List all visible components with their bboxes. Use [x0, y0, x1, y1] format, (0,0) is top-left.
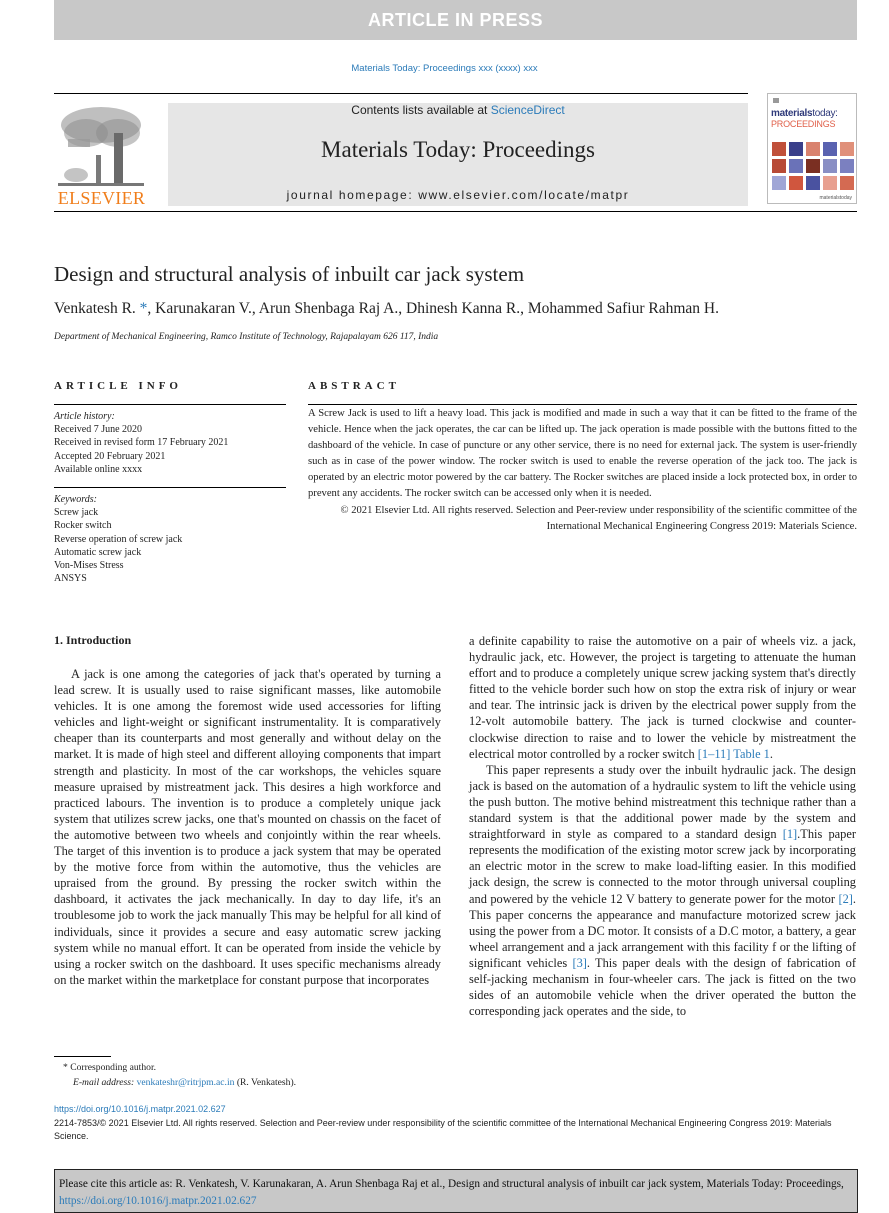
reference-link[interactable]: [1–11] Table 1 [697, 746, 770, 761]
journal-masthead [168, 103, 748, 206]
history-online: Available online xxxx [54, 463, 143, 475]
author-email-link[interactable]: venkateshr@ritrjpm.ac.in [136, 1077, 235, 1088]
intro-paragraph: a definite capability to raise the automotive on a pair of wheels viz. a jack, hydraulic jack, etc. However, the project is targeting to attenuate the human effort and to produce a completely unique screw jacking system that's directly fitted to the vehicle border such how on stop the extra risk of injury or wear and tear. The intrinsic jack is driven by the electrical power supply from the 12-volt automobile battery. The jack is turned clockwise and counter-clockwise direction to raise and to lower the vehicle by mistreatment the electrical motor controlled by a rocker switch [1–11] Table 1. [469, 634, 856, 761]
history-received: Received 7 June 2020 [54, 424, 143, 436]
abstract-body: A Screw Jack is used to lift a heavy load. This jack is modified and made in such a way that it can be fitted to the frame of the vehicle. Hence when the jack operates, the car can be lifted up. The jack operation is made possible with the buttons fitted to the dashboard of the vehicle. In case of puncture or any other service, there is no need for external jack. The system is user-friendly such as in case of the power window. The rocker switch is used to enable the reverse operation of the jack too. The jack is operated by an electric motor powered by the car battery. The Rocker switches are placed inside a lock protected box, in order to prevent any accidents. The rocker switch can be accessed only when it is needed. © 2021 Elsevier Ltd. All rights reserved. Selection and Peer-review under responsibility of the scientific committee of the International Mechanical Engineering Congress 2019: Materials Science. [308, 406, 857, 535]
issn-copyright: 2214-7853/© 2021 Elsevier Ltd. All rights reserved. Selection and Peer-review under responsibility of the scientific committee of the International Mechanical Engineering Congress 2019: Materials Science. [54, 1117, 832, 1141]
journal-reference-link[interactable]: Materials Today: Proceedings xxx (xxxx) xxx [351, 63, 538, 74]
elsevier-logo[interactable] [54, 103, 149, 208]
history-revised: Received in revised form 17 February 2021 [54, 437, 229, 449]
footnote-rule [54, 1056, 111, 1057]
keyword: Rocker switch [54, 520, 112, 532]
keyword: Von-Mises Stress [54, 560, 124, 572]
article-info-heading: ARTICLE INFO [54, 380, 182, 392]
sciencedirect-link[interactable]: ScienceDirect [490, 103, 565, 117]
contents-availability: Contents lists available at ScienceDirect [351, 103, 565, 117]
doi-link[interactable]: https://doi.org/10.1016/j.matpr.2021.02.627 [54, 1104, 226, 1114]
masthead-top-rule [54, 93, 748, 94]
article-title: Design and structural analysis of inbuilt car jack system [54, 262, 525, 286]
keyword: Automatic screw jack [54, 546, 142, 558]
history-accepted: Accepted 20 February 2021 [54, 450, 166, 462]
citation-box: Please cite this article as: R. Venkatesh, V. Karunakaran, A. Arun Shenbaga Raj et al., Design and structural analysis of inbuilt car jack system, Materials Today: Proceedings, https://doi.org/10.1016/j.matpr.2021.02.627 [54, 1169, 858, 1213]
intro-right-column [469, 633, 856, 1019]
keyword: ANSYS [54, 573, 87, 585]
elsevier-wordmark: ELSEVIER [57, 188, 146, 208]
journal-cover-thumbnail[interactable] [767, 93, 857, 204]
article-info-rule [54, 404, 286, 405]
abstract-copyright: © 2021 Elsevier Ltd. All rights reserved. Selection and Peer-review under responsibility of the scientific committee of the International Mechanical Engineering Congress 2019: Materials Science. [340, 504, 857, 532]
intro-paragraph: This paper represents a study over the inbuilt hydraulic jack. The design jack is based on the automation of a hydraulic system to lift the vehicle using the push button. The motive behind mistreatment this technique rather than a standard system is that the additional power made by the system and straightforward in style as compared to a standard design [1].This paper represents the modification of the existing motor screw jack by incorporating an electric motor in the screw to make load-lifting easier. In this modified jack design, the screw is connected to the motor through universal coupling and powered by the vehicle 12 V battery to generate power for the motor [2]. This paper concerns the appearance and manufacture motorized screw jack using the power from a DC motor. It consists of a D.C motor, a battery, a gear wheel arrangement and a jack arrangement with this facility f or the lifting of significant vehicles [3]. This paper deals with the design of fabrication of self-jacking mechanism in four-wheeler cars. The jack is fitted on the two sides of an automobile vehicle when the driver operated the button the corresponding jack operates and the side, to [469, 762, 856, 1019]
intro-left-column: A jack is one among the categories of jack that's operated by turning a lead screw. It is usually used to raise significant masses, like automobile vehicles. It is one among the foremost wide used accessories for lifting vehicles and light-weight or significant instrumentality. It is comparatively cheaper than its counterparts and most generally and without delay on the market. It is made of high steel and different alloying components that impart strength and plasticity. In most of the car workshops, the vehicles square measure upraised by mistreatment jack. This desires a high workforce and practiced labours. The invention is to produce a completely unique jack system that utilizes screw jacks, one that's mounted on chassis on the facet of the automotive between two wheels and conjointly within the rear wheels. The target of this invention is to produce a jack system that may be operated by the motive force from within the automotive, thus the vehicles are upraised from the ground. By pressing the rocker switch within the dashboard, it activates the jack mechanically. In day to day life, it's an troublesome job to work the jack manually This may be helpful for all kind of individuals, since it provides a secure and easy automatic screw jacking system while no manual effort. It can be operated from inside the vehicle by using a rocker switch on the dashboard. It uses specific mechanisms already on the market within the marketplace for constant purpose that incorporates [54, 667, 441, 987]
keywords-rule [54, 487, 286, 488]
cover-subtitle: PROCEEDINGS [771, 119, 836, 129]
citation-doi-link[interactable]: https://doi.org/10.1016/j.matpr.2021.02.627 [59, 1195, 257, 1207]
reference-link[interactable]: [3] [572, 955, 587, 970]
abstract-heading: ABSTRACT [308, 380, 400, 392]
article-in-press-banner: ARTICLE IN PRESS [54, 0, 857, 40]
affiliation: Department of Mechanical Engineering, Ramco Institute of Technology, Rajapalayam 626 117, India [54, 332, 439, 342]
journal-homepage[interactable]: journal homepage: www.elsevier.com/locate/matpr [286, 188, 630, 202]
reference-link[interactable]: [1] [782, 827, 798, 842]
masthead-bottom-rule [54, 211, 857, 212]
section-heading-introduction: 1. Introduction [54, 633, 132, 647]
article-history: Article history: Received 7 June 2020 Received in revised form 17 February 2021 Accepted 20 February 2021 Available online xxxx [54, 411, 229, 475]
corresponding-author-marker[interactable]: * [139, 300, 148, 317]
keywords: Keywords: Screw jack Rocker switch Reverse operation of screw jack Automatic screw jack Von-Mises Stress ANSYS [54, 494, 183, 585]
doi-block [54, 1103, 859, 1144]
keyword: Reverse operation of screw jack [54, 533, 183, 545]
cover-publisher-mark-icon [773, 98, 779, 103]
cover-brand: materialstoday: [771, 108, 838, 119]
cover-image-grid [772, 142, 854, 190]
cover-footer: materialstoday [819, 195, 852, 201]
elsevier-tree-icon [56, 103, 146, 188]
corresponding-author-footnote: * Corresponding author. E-mail address: venkateshr@ritrjpm.ac.in (R. Venkatesh). [63, 1062, 297, 1088]
journal-title: Materials Today: Proceedings [321, 137, 595, 162]
keyword: Screw jack [54, 507, 99, 519]
reference-link[interactable]: [2] [838, 891, 853, 906]
abstract-rule [308, 404, 857, 405]
author-list: Venkatesh R. *, Karunakaran V., Arun Shenbaga Raj A., Dhinesh Kanna R., Mohammed Safiur Rahman H. [54, 300, 719, 317]
